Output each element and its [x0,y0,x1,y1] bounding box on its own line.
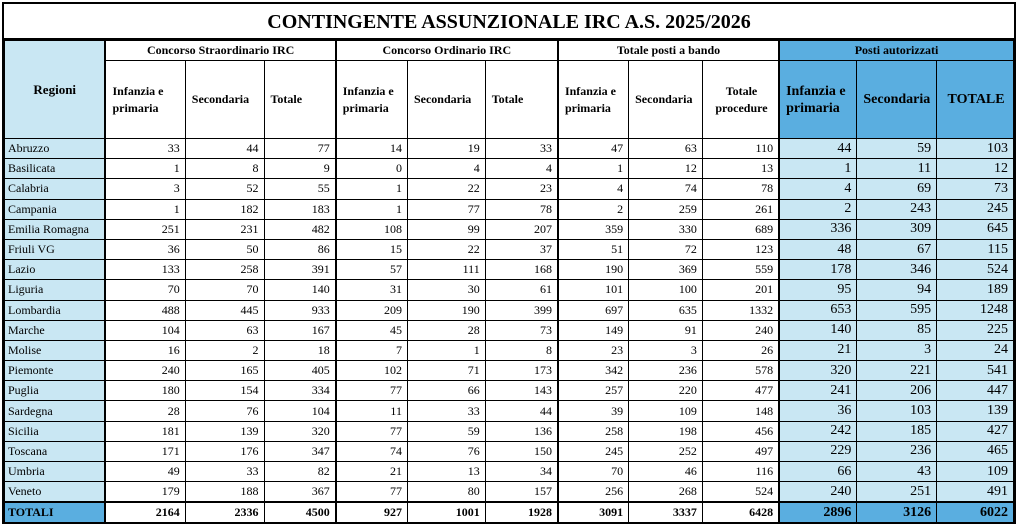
value-cell: 1 [558,159,629,179]
value-cell: 36 [779,401,857,421]
value-cell: 18 [264,340,336,360]
value-cell: 44 [185,139,264,159]
value-cell: 173 [485,361,558,381]
value-cell: 258 [558,421,629,441]
value-cell: 182 [185,199,264,219]
value-cell: 190 [558,260,629,280]
value-cell: 3 [105,179,185,199]
value-cell: 261 [702,199,779,219]
table-row [5,441,1014,461]
value-cell: 8 [185,159,264,179]
value-cell: 86 [264,239,336,259]
value-cell: 347 [264,441,336,461]
value-cell: 179 [105,482,185,502]
value-cell: 48 [779,239,857,259]
value-cell: 256 [558,482,629,502]
col-secondaria-header: Secondaria [629,61,703,139]
value-cell: 102 [336,361,408,381]
value-cell: 76 [185,401,264,421]
value-cell: 4 [485,159,558,179]
value-cell: 3091 [558,502,629,523]
region-cell: Lazio [5,260,106,280]
value-cell: 85 [857,320,937,340]
value-cell: 73 [937,179,1014,199]
value-cell: 66 [407,381,485,401]
value-cell: 3126 [857,502,937,523]
value-cell: 188 [185,482,264,502]
value-cell: 595 [857,300,937,320]
value-cell: 236 [629,361,703,381]
table-row [5,280,1014,300]
value-cell: 369 [629,260,703,280]
region-cell: Piemonte [5,361,106,381]
value-cell: 15 [336,239,408,259]
value-cell: 24 [937,340,1014,360]
table-row [5,381,1014,401]
value-cell: 653 [779,300,857,320]
value-cell: 78 [485,199,558,219]
value-cell: 44 [485,401,558,421]
value-cell: 21 [779,340,857,360]
value-cell: 491 [937,482,1014,502]
value-cell: 245 [558,441,629,461]
value-cell: 427 [937,421,1014,441]
value-cell: 342 [558,361,629,381]
value-cell: 3337 [629,502,703,523]
table-row [5,482,1014,502]
value-cell: 77 [336,381,408,401]
value-cell: 50 [185,239,264,259]
value-cell: 55 [264,179,336,199]
value-cell: 252 [629,441,703,461]
value-cell: 180 [105,381,185,401]
value-cell: 2 [558,199,629,219]
header-column-row [5,61,1014,139]
value-cell: 91 [629,320,703,340]
table-row [5,401,1014,421]
value-cell: 31 [336,280,408,300]
value-cell: 336 [779,219,857,239]
value-cell: 1248 [937,300,1014,320]
region-cell: Basilicata [5,159,106,179]
value-cell: 251 [857,482,937,502]
value-cell: 109 [629,401,703,421]
region-cell: Sicilia [5,421,106,441]
value-cell: 689 [702,219,779,239]
value-cell: 405 [264,361,336,381]
value-cell: 45 [336,320,408,340]
value-cell: 2164 [105,502,185,523]
value-cell: 1 [407,340,485,360]
value-cell: 123 [702,239,779,259]
table-row [5,320,1014,340]
col-totale-header: Totale [485,61,558,139]
table-row [5,340,1014,360]
value-cell: 47 [558,139,629,159]
value-cell: 11 [857,159,937,179]
value-cell: 57 [336,260,408,280]
value-cell: 220 [629,381,703,401]
value-cell: 359 [558,219,629,239]
value-cell: 39 [558,401,629,421]
value-cell: 251 [105,219,185,239]
value-cell: 0 [336,159,408,179]
value-cell: 150 [485,441,558,461]
value-cell: 465 [937,441,1014,461]
value-cell: 4 [558,179,629,199]
value-cell: 157 [485,482,558,502]
value-cell: 190 [407,300,485,320]
regioni-header: Regioni [5,41,106,139]
value-cell: 4 [779,179,857,199]
value-cell: 11 [336,401,408,421]
value-cell: 477 [702,381,779,401]
value-cell: 95 [779,280,857,300]
col-infanzia-header: Infanzia e primaria [105,61,185,139]
value-cell: 209 [336,300,408,320]
table-row [5,139,1014,159]
value-cell: 103 [937,139,1014,159]
value-cell: 176 [185,441,264,461]
value-cell: 136 [485,421,558,441]
value-cell: 77 [336,482,408,502]
region-cell: Umbria [5,462,106,482]
value-cell: 309 [857,219,937,239]
value-cell: 71 [407,361,485,381]
value-cell: 108 [336,219,408,239]
value-cell: 110 [702,139,779,159]
region-cell: Marche [5,320,106,340]
value-cell: 49 [105,462,185,482]
value-cell: 66 [779,462,857,482]
value-cell: 140 [264,280,336,300]
value-cell: 52 [185,179,264,199]
value-cell: 33 [485,139,558,159]
value-cell: 3 [857,340,937,360]
col-infanzia-header: Infanzia e primaria [336,61,408,139]
value-cell: 268 [629,482,703,502]
value-cell: 168 [485,260,558,280]
value-cell: 80 [407,482,485,502]
value-cell: 2 [185,340,264,360]
value-cell: 4500 [264,502,336,523]
value-cell: 26 [702,340,779,360]
value-cell: 240 [779,482,857,502]
value-cell: 22 [407,179,485,199]
col-totale-procedure-header: Totale procedure [702,61,779,139]
value-cell: 399 [485,300,558,320]
col-secondaria-header: Secondaria [185,61,264,139]
value-cell: 1 [105,199,185,219]
value-cell: 488 [105,300,185,320]
value-cell: 69 [857,179,937,199]
value-cell: 1 [336,199,408,219]
value-cell: 330 [629,219,703,239]
col-infanzia-header: Infanzia e primaria [558,61,629,139]
value-cell: 7 [336,340,408,360]
value-cell: 181 [105,421,185,441]
value-cell: 257 [558,381,629,401]
value-cell: 148 [702,401,779,421]
value-cell: 1001 [407,502,485,523]
group-straordinario-header: Concorso Straordinario IRC [105,41,335,61]
value-cell: 12 [937,159,1014,179]
value-cell: 1332 [702,300,779,320]
value-cell: 207 [485,219,558,239]
value-cell: 240 [702,320,779,340]
value-cell: 46 [629,462,703,482]
value-cell: 198 [629,421,703,441]
value-cell: 139 [937,401,1014,421]
value-cell: 933 [264,300,336,320]
value-cell: 1 [105,159,185,179]
value-cell: 185 [857,421,937,441]
value-cell: 149 [558,320,629,340]
value-cell: 320 [264,421,336,441]
value-cell: 645 [937,219,1014,239]
value-cell: 541 [937,361,1014,381]
value-cell: 77 [336,421,408,441]
value-cell: 33 [185,462,264,482]
value-cell: 3 [629,340,703,360]
value-cell: 236 [857,441,937,461]
col-infanzia-header: Infanzia e primaria [779,61,857,139]
value-cell: 1928 [485,502,558,523]
value-cell: 13 [407,462,485,482]
value-cell: 14 [336,139,408,159]
value-cell: 99 [407,219,485,239]
value-cell: 4 [407,159,485,179]
col-secondaria-header: Secondaria [857,61,937,139]
value-cell: 6428 [702,502,779,523]
value-cell: 28 [407,320,485,340]
value-cell: 59 [857,139,937,159]
totals-row [5,502,1014,523]
value-cell: 77 [407,199,485,219]
value-cell: 320 [779,361,857,381]
value-cell: 167 [264,320,336,340]
value-cell: 258 [185,260,264,280]
value-cell: 33 [407,401,485,421]
value-cell: 43 [857,462,937,482]
value-cell: 206 [857,381,937,401]
value-cell: 635 [629,300,703,320]
value-cell: 116 [702,462,779,482]
value-cell: 445 [185,300,264,320]
value-cell: 165 [185,361,264,381]
value-cell: 2896 [779,502,857,523]
value-cell: 94 [857,280,937,300]
value-cell: 104 [264,401,336,421]
value-cell: 23 [558,340,629,360]
value-cell: 36 [105,239,185,259]
value-cell: 70 [558,462,629,482]
region-cell: Friuli VG [5,239,106,259]
value-cell: 178 [779,260,857,280]
value-cell: 73 [485,320,558,340]
value-cell: 13 [702,159,779,179]
value-cell: 76 [407,441,485,461]
value-cell: 2 [779,199,857,219]
table-body [5,139,1014,523]
value-cell: 447 [937,381,1014,401]
region-cell: Emilia Romagna [5,219,106,239]
table-document [2,2,1016,524]
table-row [5,361,1014,381]
region-cell: Campania [5,199,106,219]
value-cell: 21 [336,462,408,482]
value-cell: 33 [105,139,185,159]
value-cell: 143 [485,381,558,401]
value-cell: 101 [558,280,629,300]
region-cell: Lombardia [5,300,106,320]
page-title: CONTINGENTE ASSUNZIONALE IRC A.S. 2025/2026 [4,4,1014,40]
value-cell: 19 [407,139,485,159]
value-cell: 229 [779,441,857,461]
value-cell: 243 [857,199,937,219]
value-cell: 524 [937,260,1014,280]
value-cell: 72 [629,239,703,259]
value-cell: 1 [336,179,408,199]
value-cell: 927 [336,502,408,523]
table-row [5,159,1014,179]
value-cell: 74 [336,441,408,461]
assunzioni-table [4,40,1014,523]
value-cell: 697 [558,300,629,320]
value-cell: 67 [857,239,937,259]
value-cell: 9 [264,159,336,179]
region-cell: Abruzzo [5,139,106,159]
value-cell: 78 [702,179,779,199]
value-cell: 59 [407,421,485,441]
region-cell: Puglia [5,381,106,401]
totals-label: TOTALI [5,502,106,523]
value-cell: 367 [264,482,336,502]
value-cell: 189 [937,280,1014,300]
value-cell: 334 [264,381,336,401]
value-cell: 51 [558,239,629,259]
value-cell: 456 [702,421,779,441]
region-cell: Calabria [5,179,106,199]
value-cell: 70 [185,280,264,300]
table-row [5,260,1014,280]
value-cell: 482 [264,219,336,239]
table-row [5,462,1014,482]
value-cell: 559 [702,260,779,280]
value-cell: 201 [702,280,779,300]
group-ordinario-header: Concorso Ordinario IRC [336,41,558,61]
value-cell: 104 [105,320,185,340]
value-cell: 82 [264,462,336,482]
value-cell: 109 [937,462,1014,482]
value-cell: 391 [264,260,336,280]
value-cell: 77 [264,139,336,159]
region-cell: Molise [5,340,106,360]
value-cell: 70 [105,280,185,300]
value-cell: 225 [937,320,1014,340]
value-cell: 61 [485,280,558,300]
value-cell: 28 [105,401,185,421]
value-cell: 74 [629,179,703,199]
region-cell: Toscana [5,441,106,461]
group-autorizzati-header: Posti autorizzati [779,41,1013,61]
col-secondaria-header: Secondaria [407,61,485,139]
region-cell: Veneto [5,482,106,502]
region-cell: Sardegna [5,401,106,421]
value-cell: 30 [407,280,485,300]
value-cell: 44 [779,139,857,159]
value-cell: 242 [779,421,857,441]
table-row [5,199,1014,219]
value-cell: 63 [185,320,264,340]
value-cell: 171 [105,441,185,461]
value-cell: 245 [937,199,1014,219]
value-cell: 34 [485,462,558,482]
value-cell: 1 [779,159,857,179]
value-cell: 183 [264,199,336,219]
table-row [5,421,1014,441]
value-cell: 154 [185,381,264,401]
value-cell: 133 [105,260,185,280]
table-row [5,219,1014,239]
value-cell: 259 [629,199,703,219]
value-cell: 139 [185,421,264,441]
value-cell: 2336 [185,502,264,523]
value-cell: 140 [779,320,857,340]
value-cell: 23 [485,179,558,199]
table-row [5,239,1014,259]
col-totale-header: Totale [264,61,336,139]
table-row [5,179,1014,199]
value-cell: 103 [857,401,937,421]
value-cell: 578 [702,361,779,381]
value-cell: 241 [779,381,857,401]
value-cell: 100 [629,280,703,300]
value-cell: 524 [702,482,779,502]
value-cell: 63 [629,139,703,159]
value-cell: 115 [937,239,1014,259]
header-group-row [5,41,1014,61]
col-totale-caps-header: TOTALE [937,61,1014,139]
value-cell: 16 [105,340,185,360]
value-cell: 111 [407,260,485,280]
table-row [5,300,1014,320]
value-cell: 22 [407,239,485,259]
value-cell: 12 [629,159,703,179]
value-cell: 497 [702,441,779,461]
value-cell: 346 [857,260,937,280]
value-cell: 6022 [937,502,1014,523]
value-cell: 221 [857,361,937,381]
value-cell: 240 [105,361,185,381]
value-cell: 231 [185,219,264,239]
group-totale-header: Totale posti a bando [558,41,779,61]
value-cell: 8 [485,340,558,360]
region-cell: Liguria [5,280,106,300]
value-cell: 37 [485,239,558,259]
